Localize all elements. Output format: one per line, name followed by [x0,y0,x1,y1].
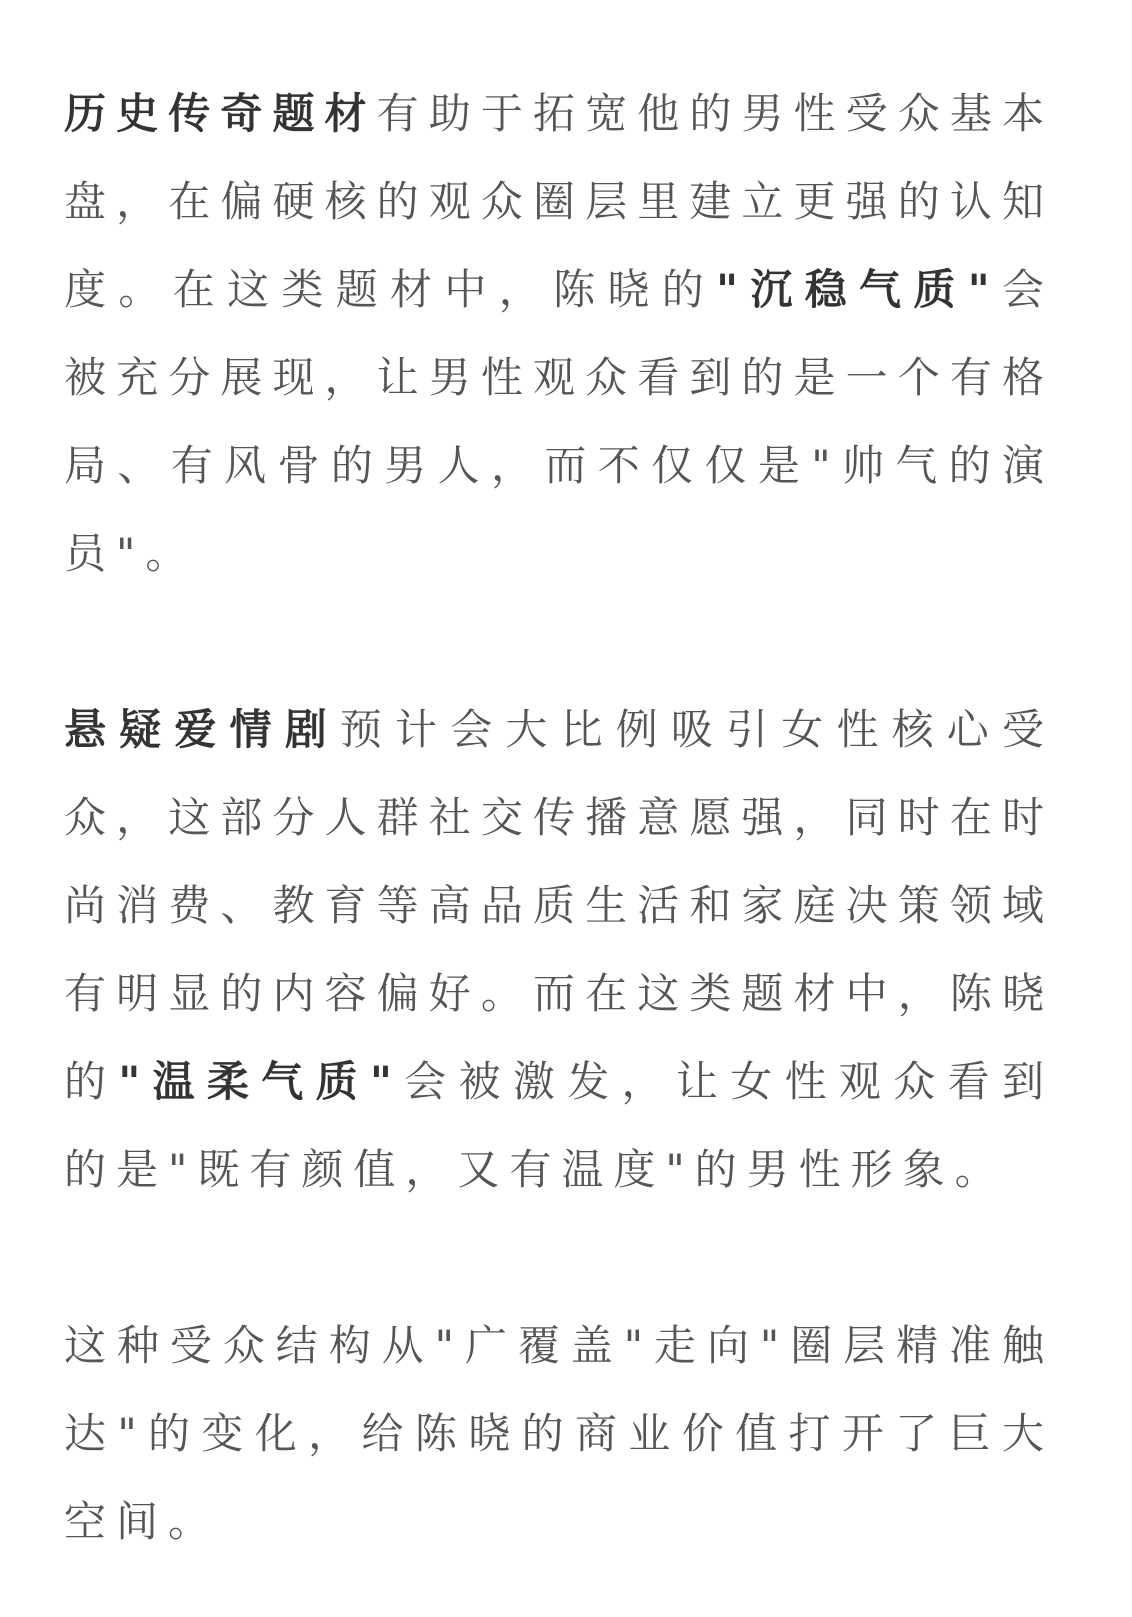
quote-open: " [716,265,749,314]
paragraph-text: 会被激发，让女性观众看到的是"既有颜值，又有温度"的男性形象。 [64,1057,1054,1194]
quote-open: " [118,1057,151,1106]
paragraph-audience-structure [64,1302,1054,1566]
highlight-suspense-romance-genre: 悬疑爱情剧 [64,705,340,754]
paragraph-text: 这种受众结构从"广覆盖"走向"圈层精准触达"的变化，给陈晓的商业价值打开了巨大空间。 [64,1321,1054,1546]
highlight-historical-legend-genre: 历史传奇题材 [64,89,377,138]
paragraph-text: 预计会大比例吸引女性核心受众，这部分人群社交传播意愿强，同时在时尚消费、教育等高品质生活和家庭决策领域有明显的内容偏好。而在这类题材中，陈晓的 [64,705,1054,1106]
highlight-steady-temperament: 沉稳气质 [748,265,968,314]
quote-close: " [967,265,1000,314]
paragraph-text: 有助于拓宽他的男性受众基本盘，在偏硬核的观众圈层里建立更强的认知度。在这类题材中，陈晓的 [64,89,1054,314]
paragraph-text: 会被充分展现，让男性观众看到的是一个有格局、有风骨的男人，而不仅仅是"帅气的演员"。 [64,265,1054,578]
quote-close: " [369,1057,402,1106]
article-body [64,70,1054,1566]
paragraph-historical-legend [64,70,1054,598]
highlight-gentle-temperament: 温柔气质 [150,1057,370,1106]
paragraph-suspense-romance [64,686,1054,1214]
